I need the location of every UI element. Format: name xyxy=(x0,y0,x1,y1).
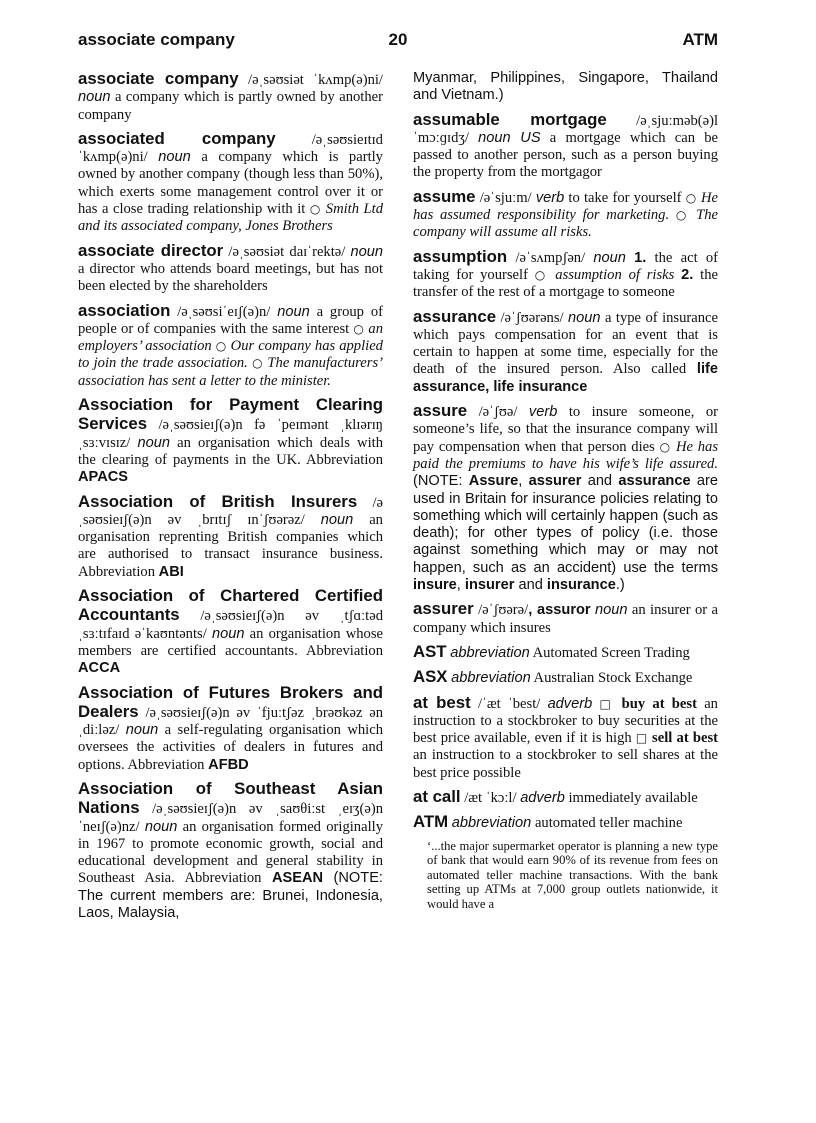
headword: assume xyxy=(413,186,476,206)
definition: an organisation reprenting British companies which are authorised to transact insurance business. Abbreviation xyxy=(78,511,383,580)
entry xyxy=(78,396,383,486)
headword: assumption xyxy=(413,246,508,266)
entry xyxy=(413,694,718,782)
headword: assurance xyxy=(413,306,497,326)
phrase-marker-icon: □ xyxy=(635,731,648,746)
headword: assure xyxy=(413,401,468,421)
pronunciation: /əˈʃʊərə/ xyxy=(478,602,529,619)
phrase: sell at best xyxy=(652,730,719,747)
pronunciation: /əˌsəʊsieɪʃ(ə)n fə ˈpeɪmənt ˌklɪərɪŋ ˌsɜːvɪsɪz/ xyxy=(78,417,383,451)
definition: immediately available xyxy=(568,789,698,806)
part-of-speech: noun xyxy=(78,89,111,106)
pronunciation: /əˌsjuːməb(ə)l ˈmɔːɡɪdʒ/ xyxy=(413,112,718,146)
citation-quote: ‘...the major supermarket operator is planning a new type of bank that would earn 90% of its revenue from fees on automated teller machine transactions. With the bank setting up ATMs at 7,000 group outlets nationwide, it would have a xyxy=(427,838,718,911)
example-marker-icon: ○ xyxy=(353,321,365,336)
note-end: .) xyxy=(615,577,625,594)
part-of-speech: noun xyxy=(137,434,170,451)
part-of-speech: adverb xyxy=(520,789,565,806)
pronunciation: /æt ˈkɔːl/ xyxy=(464,789,517,806)
part-of-speech: noun xyxy=(350,243,383,260)
continued-note xyxy=(413,70,718,105)
header-first-word: associate company xyxy=(78,30,235,49)
pronunciation: /ˈæt ˈbest/ xyxy=(477,695,541,712)
part-of-speech: noun xyxy=(320,511,354,528)
cross-reference: life assurance, life insurance xyxy=(413,361,718,395)
pronunciation: /əˈsʌmpʃən/ xyxy=(515,249,586,266)
example-marker-icon: ○ xyxy=(309,202,322,217)
note-text: are used in Britain for insurance policies relating to something which will certainly happen (such as death); for other types of policy (i.e. those against something which may or may not happen, such as an accident) use the terms xyxy=(413,473,718,576)
pronunciation: /əˌsəʊsieɪʃ(ə)n əv ˌbrɪtɪʃ ɪnˈʃʊərəz/ xyxy=(78,494,384,528)
entry xyxy=(78,684,383,774)
entry xyxy=(413,600,718,637)
definition: Automated Screen Trading xyxy=(532,644,690,661)
entry xyxy=(413,111,718,182)
definition: Australian Stock Exchange xyxy=(533,670,693,687)
note-term: assurance xyxy=(618,473,691,490)
part-of-speech: noun US xyxy=(478,129,541,146)
definition: a director who attends board meetings, but has not been elected by the shareholders xyxy=(78,260,383,295)
note-sep: and xyxy=(518,577,543,594)
example: The company will assume all risks. xyxy=(413,207,718,241)
example: Smith Ltd and its associated company, Jones Brothers xyxy=(78,201,383,235)
entry xyxy=(413,813,718,832)
phrase-marker-icon: □ xyxy=(599,696,615,711)
usage-note xyxy=(413,473,718,593)
part-of-speech: noun xyxy=(211,625,245,642)
definition: to insure someone, or someone’s life, so that the insurance company will pay compensation when that person dies xyxy=(413,404,718,455)
part-of-speech: noun xyxy=(595,602,628,619)
pronunciation: /əˌsəʊsiət ˈkʌmp(ə)ni/ xyxy=(248,72,383,88)
entry xyxy=(78,70,383,124)
part-of-speech: noun xyxy=(568,309,601,326)
definition: a company which is partly owned by another company xyxy=(78,89,383,123)
entry xyxy=(413,248,718,302)
note-open: ( xyxy=(413,473,418,490)
entry xyxy=(78,587,383,677)
note-text: The current members are: Brunei, Indonesia, Laos, Malaysia, xyxy=(78,887,383,922)
part-of-speech: noun xyxy=(158,149,191,166)
definition: a company which is partly owned by another company (though less than 50%), which exerts some management control over it or has a close trading relationship with it xyxy=(78,149,383,218)
abbreviation: AFBD xyxy=(208,756,249,773)
definition: a mortgage which can be passed to another person, such as a person buying the property from the mortgagor xyxy=(413,129,719,181)
example-marker-icon: ○ xyxy=(659,439,672,454)
part-of-speech: noun xyxy=(277,303,310,320)
note-continuation: Myanmar, Philippines, Singapore, Thailand and Vietnam.) xyxy=(413,70,718,104)
note-label: NOTE: xyxy=(417,473,463,490)
example: Our company has applied to join the trade association. xyxy=(78,338,383,372)
entry xyxy=(78,242,383,296)
entry xyxy=(413,668,718,687)
abbreviation: ABI xyxy=(158,563,184,580)
sense-number: 1. xyxy=(634,249,647,266)
part-of-speech: noun xyxy=(144,818,178,835)
headword: AST xyxy=(413,641,447,661)
headword: associate company xyxy=(78,69,239,88)
entry xyxy=(413,643,718,662)
example-marker-icon: ○ xyxy=(675,208,690,223)
headword: assumable mortgage xyxy=(413,109,607,129)
note-term: insurance xyxy=(546,577,616,594)
left-column xyxy=(78,70,383,928)
entry xyxy=(78,780,383,922)
example-marker-icon: ○ xyxy=(534,267,549,282)
example-marker-icon: ○ xyxy=(215,339,227,354)
definition: an insurer or a company which insures xyxy=(413,602,719,636)
pronunciation: /əˌsəʊsiˈeɪʃ(ə)n/ xyxy=(177,303,271,320)
note-term: insure xyxy=(413,577,457,594)
example: assumption of risks xyxy=(555,266,675,283)
entry xyxy=(78,493,383,581)
note-sep: , xyxy=(518,473,523,490)
pronunciation: /əˈʃʊə/ xyxy=(478,404,518,421)
abbreviation: ASEAN xyxy=(271,870,324,887)
header-last-word: ATM xyxy=(682,30,718,49)
example: an employers’ association xyxy=(78,320,383,355)
part-of-speech: verb xyxy=(535,189,565,206)
part-of-speech: noun xyxy=(593,249,626,266)
note-sep: , xyxy=(456,577,461,594)
part-of-speech: abbreviation xyxy=(451,815,532,832)
definition: automated teller machine xyxy=(534,815,683,832)
headword: Association of Southeast Asian Nations xyxy=(78,778,383,818)
example: The manufacturers’ association has sent a letter to the minister. xyxy=(78,355,383,389)
pronunciation: /əˌsəʊsieɪtɪd ˈkʌmp(ə)ni/ xyxy=(78,131,383,166)
part-of-speech: noun xyxy=(125,722,159,739)
definition: a group of people or of companies with the same interest xyxy=(78,303,384,337)
headword: Association of British Insurers xyxy=(78,491,358,511)
note-sep: and xyxy=(587,473,613,490)
part-of-speech: verb xyxy=(528,404,558,421)
headword: Association for Payment Clearing Services xyxy=(78,395,383,434)
headword: associate director xyxy=(78,240,224,260)
pronunciation: /əˈʃʊərəns/ xyxy=(500,309,564,326)
note-label: NOTE: xyxy=(338,870,383,887)
part-of-speech: adverb xyxy=(547,695,593,712)
note-open: ( xyxy=(333,870,339,887)
entry xyxy=(413,788,718,807)
headword: assurer xyxy=(413,599,474,619)
note-term: insurer xyxy=(464,577,515,594)
definition: the act of taking for yourself xyxy=(413,249,719,283)
pronunciation: /əˌsəʊsiət daɪˈrektə/ xyxy=(228,243,346,260)
headword: Association of Chartered Certified Accountants xyxy=(78,586,383,625)
headword: associated company xyxy=(78,128,276,148)
entry xyxy=(78,130,383,236)
example-marker-icon: ○ xyxy=(685,190,697,205)
note-term: Assure xyxy=(468,473,519,490)
entry xyxy=(413,402,718,594)
note-term: assurer xyxy=(528,473,582,490)
example: He has assumed responsibility for marketing. xyxy=(413,189,718,224)
pronunciation: /əˈsjuːm/ xyxy=(479,189,532,206)
sense-number: 2. xyxy=(681,266,694,283)
phrase: buy at best xyxy=(621,695,697,712)
entry xyxy=(413,308,718,396)
example: He has paid the premiums to have his wife’s life assured. xyxy=(413,438,718,472)
part-of-speech: abbreviation xyxy=(450,644,530,661)
definition: an instruction to a stockbroker to buy securities at the best price available, even if it is high xyxy=(413,695,718,747)
headword: at call xyxy=(413,786,461,806)
running-header xyxy=(78,30,718,54)
variant-headword: , assuror xyxy=(528,602,591,619)
definition: to take for yourself xyxy=(568,189,682,206)
pronunciation: /əˌsəʊsieɪʃ(ə)n əv ˌsaʊθiːst ˌeɪʒ(ə)n ˈneɪʃ(ə)nz/ xyxy=(78,801,383,835)
abbreviation: APACS xyxy=(78,469,129,486)
definition: an organisation formed originally in 1967 to promote economic growth, social and educational development and general stability in Southeast Asia. Abbreviation xyxy=(78,818,383,887)
entry xyxy=(78,302,383,390)
definition: a self-regulating organisation which oversees the activities of dealers in futures and options. Abbreviation xyxy=(78,722,383,773)
definition: an organisation which deals with the clearing of payments in the UK. Abbreviation xyxy=(78,434,383,468)
headword: at best xyxy=(413,692,471,712)
headword: ATM xyxy=(413,812,449,832)
abbreviation: ACCA xyxy=(78,660,121,677)
page-number: 20 xyxy=(388,30,408,49)
headword: Association of Futures Brokers and Dealers xyxy=(78,682,383,721)
headword: ASX xyxy=(413,667,448,687)
pronunciation: /əˌsəʊsieɪʃ(ə)n əv ˌtʃɑːtəd ˌsɜːtɪfaɪd əˈkaʊntənts/ xyxy=(78,608,383,642)
right-column xyxy=(413,70,718,918)
definition: a type of insurance which pays compensation for an event that is certain to happen at some time, especially for the death of the insured person. Also called xyxy=(413,309,718,378)
example-marker-icon: ○ xyxy=(252,356,264,371)
headword: association xyxy=(78,300,171,320)
entry xyxy=(413,188,718,242)
definition: an instruction to a stockbroker to sell shares at the best price possible xyxy=(413,747,718,781)
part-of-speech: abbreviation xyxy=(451,670,531,687)
pronunciation: /əˌsəʊsieɪʃ(ə)n əv ˈfjuːtʃəz ˌbrəʊkəz ən ˌdiːləz/ xyxy=(78,704,383,739)
definition: the transfer of the rest of a mortgage to someone xyxy=(413,266,718,301)
definition: an organisation whose members are certified accountants. Abbreviation xyxy=(78,625,383,659)
